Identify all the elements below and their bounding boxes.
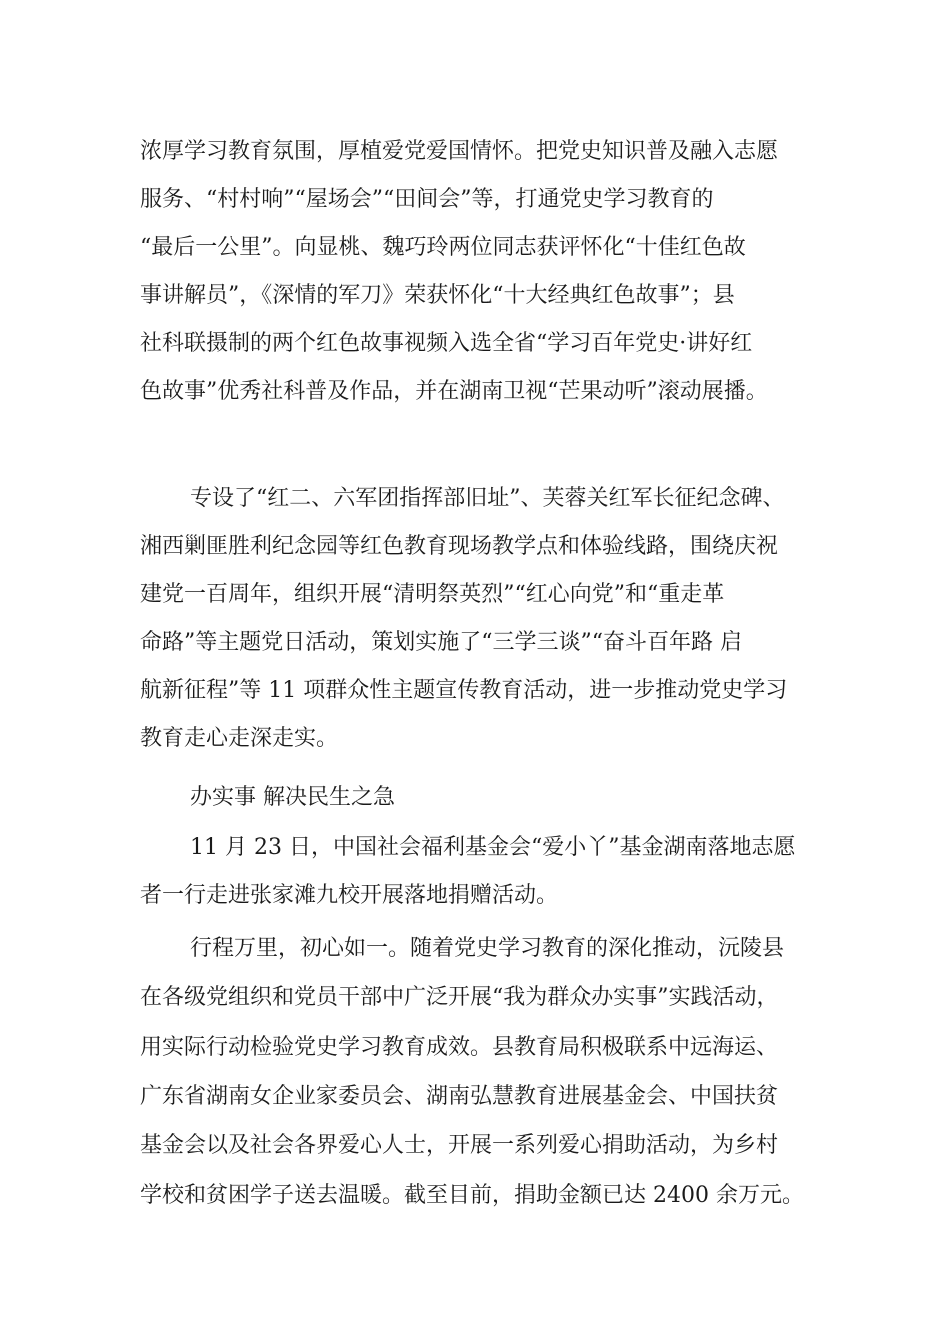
paragraph-1-line-3: “最后一公里”。向显桃、魏巧玲两位同志获评怀化“十佳红色故: [140, 235, 746, 260]
paragraph-4-line-2: 在各级党组织和党员干部中广泛开展“我为群众办实事”实践活动，: [140, 985, 779, 1010]
paragraph-1-line-2: 服务、“村村响”“屋场会”“田间会”等，打通党史学习教育的: [140, 187, 714, 212]
paragraph-4-line-4: 广东省湖南女企业家委员会、湖南弘慧教育进展基金会、中国扶贫: [140, 1084, 779, 1109]
paragraph-1-line-1: 浓厚学习教育氛围，厚植爱党爱国情怀。把党史知识普及融入志愿: [140, 139, 779, 164]
paragraph-3-line-2: 者一行走进张家滩九校开展落地捐赠活动。: [140, 883, 559, 908]
paragraph-2-line-5: 航新征程”等 11 项群众性主题宣传教育活动，进一步推动党史学习: [140, 678, 788, 703]
section-heading: 办实事 解决民生之急: [190, 785, 395, 810]
paragraph-2-line-3: 建党一百周年，组织开展“清明祭英烈”“红心向党”和“重走革: [140, 582, 725, 607]
paragraph-2-line-4: 命路”等主题党日活动，策划实施了“三学三谈”“奋斗百年路 启: [140, 630, 742, 655]
paragraph-4-line-5: 基金会以及社会各界爱心人士，开展一系列爱心捐助活动，为乡村: [140, 1133, 779, 1158]
paragraph-1-line-4: 事讲解员”，《深情的军刀》荣获怀化“十大经典红色故事”；县: [140, 283, 735, 308]
paragraph-2-line-2: 湘西剿匪胜利纪念园等红色教育现场教学点和体验线路，围绕庆祝: [140, 534, 779, 559]
paragraph-4-line-1: 行程万里，初心如一。随着党史学习教育的深化推动，沅陵县: [190, 936, 785, 961]
paragraph-1-line-6: 色故事”优秀社科普及作品，并在湖南卫视“芒果动听”滚动展播。: [140, 379, 768, 404]
paragraph-4-line-6: 学校和贫困学子送去温暖。截至目前，捐助金额已达 2400 余万元。: [140, 1183, 804, 1208]
paragraph-4-line-3: 用实际行动检验党史学习教育成效。县教育局积极联系中远海运、: [140, 1035, 779, 1060]
paragraph-2-line-6: 教育走心走深走实。: [140, 726, 339, 751]
paragraph-1-line-5: 社科联摄制的两个红色故事视频入选全省“学习百年党史·讲好红: [140, 331, 753, 356]
paragraph-2-line-1: 专设了“红二、六军团指挥部旧址”、芙蓉关红军长征纪念碑、: [190, 486, 785, 511]
paragraph-3-line-1: 11 月 23 日，中国社会福利基金会“爱小丫”基金湖南落地志愿: [190, 835, 796, 860]
